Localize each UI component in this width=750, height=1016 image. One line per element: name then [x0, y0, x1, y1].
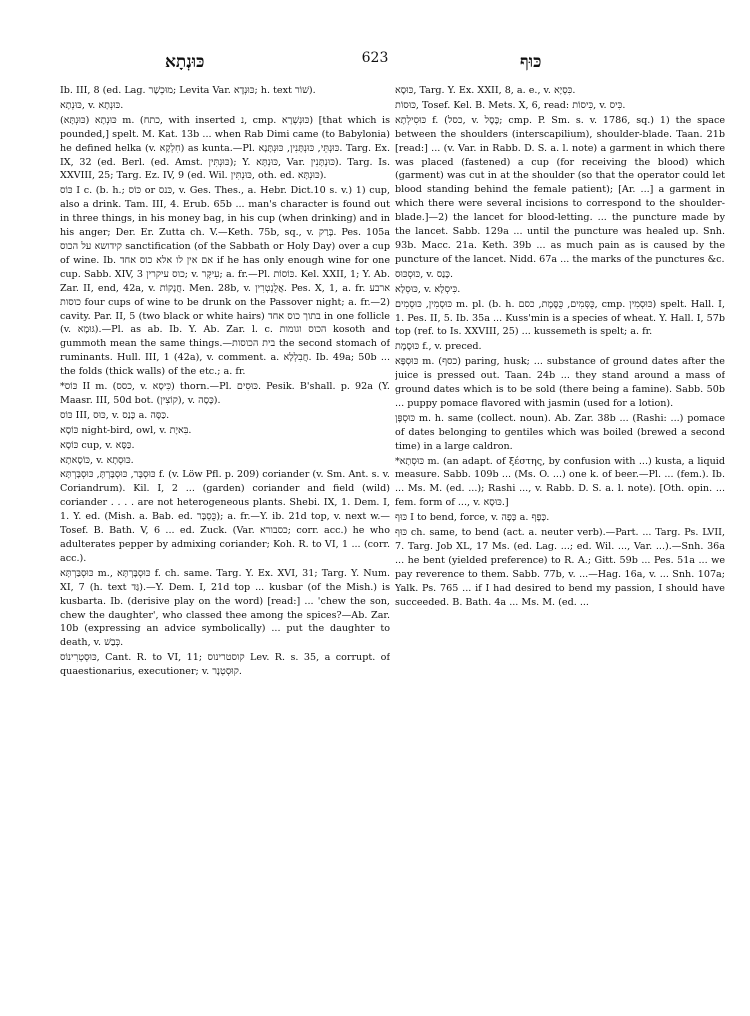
- entry: כּוּסְפָּא m. (כסף) paring, husk; ... substance of ground dates after the juice is pressed out. Taan. 24b ... they stand around a mass of ground dates which is to be sold (there being a famine). Sabb. 50b ... puppy pomace flavored with jasmin (used for a lotion).: [395, 356, 725, 409]
- entry: כּוּסְבָּר, כּוּסְבָּרְתָּ, כּוּסְבָּרְתָּא f. (v. Löw Pfl. p. 209) coriander (v. Sm. Ant. s. v. Coriandrum). Kil. I, 2 ... (garden) coriander and field (wild) coriander . . . . are not heterogeneous plants. Shebi. IX, 1. Dem. I, 1. Y. ed. (Mish. a. Bab. ed. כֻּסְבָּר); a. fr.—Y. ib. 21d top, v. next w.—Tosef. B. Bath. V, 6 ... ed. Zuck. (Var. כסבורא; corr. acc.) he who adulterates pepper by admixing coriander; Koh. R. to VI, 1 ... (corr. acc.).: [60, 469, 390, 564]
- page-header: [0, 50, 750, 76]
- entry: כּוֹס I c. (b. h.; כּוֹס or כּנס, v. Ges. Thes., a. Hebr. Dict.10 s. v.) 1) cup, also a drink. Tam. III, 4. Erub. 65b ... man's character is found out in three things, in his money bag, in his cup (when drinking) and in his anger; Der. Er. Zutta ch. V.—Keth. 75b, sq., v. בָּרַק. Pes. 105a קידושא על הכוס sanctification (of the Sabbath or Holy Day) over a cup of wine. Ib. אם אין לו אלא כוס אחד if he has only enough wine for one cup. Sabb. XIV, 3 כוס עיקרין; v. עִיקָּר; a. fr.—Pl. כּוֹסוֹת. Kel. XXII, 1; Y. Ab. Zar. II, end, 42a, v. חֲנָקוֹת. Men. 28b, v. אֲלֻנְטְרִין. Pes. X, 1, a. fr. ארבע כוסות four cups of wine to be drunk on the Passover night; a. fr.—2) cavity. Par. II, 5 (two black or white hairs) בתוך כוס אחד in one follicle (v. גּוּמָא).—Pl. as ab. Ib. Y. Ab. Zar. l. c. הכוס וגומות kosoth and gummoth mean the same things.—בית הכוסות the second stomach of ruminants. Hull. III, 1 (42a), v. comment. a. חֲבִלְלָא. Ib. 49a; 50b ... the folds (thick walls) of the etc.; a. fr.: [60, 185, 390, 378]
- entry: כּוּסְכּוּס, v. כָּנַס.: [395, 268, 454, 280]
- entry: כּוֹסָאתָא, v. כּוּסְתָא.: [60, 454, 134, 466]
- entry: כּוּסָא, Targ. Y. Ex. XXII, 8, a. e., v. כִּסְיָא.: [395, 85, 576, 96]
- left-column: [60, 84, 390, 1009]
- entry: כּוּסֶמֶת f., v. preced.: [395, 341, 482, 353]
- right-column: [395, 84, 725, 1009]
- entry: כּוּף I to bend, force, v. כָּפָה a. כָּפָף.: [395, 512, 550, 524]
- entry: כּוּסְבַּרְתָּא m., כּוּסְבָּרְתָּא f. ch. same. Targ. Y. Ex. XVI, 31; Targ. Y. Num. XI, 7 (h. text גַּד).—Y. Dem. I, 21d top ... kusbar (of the Mish.) is kusbarta. Ib. (derisive play on the word) [read:] ... 'chew the son, chew the daughter', who classed thee among the spices?—Ab. Zar. 10b (expressing an advice symbolically) ... put the daughter to death, v. כְּבַשׁ.: [60, 567, 390, 649]
- entry: כּוּף ch. same, to bend (act. a. neuter verb).—Part. ... Targ. Ps. LVII, 7. Targ. Job XL, 17 Ms. (ed. Lag. ...; ed. Wil. ..., Var. ...).—Snh. 36a ... he bent (yielded preference) to R. A.; Gitt. 59b ... Pes. 51a ... we pay reverence to them. Sabb. 77b, v. ...—Hag. 16a, v. ... Snh. 107a; Yalk. Ps. 765 ... if I had desired to bend my passion, I should have succeeded. B. Bath. 4a ... Ms. M. (ed. ...: [395, 527, 725, 608]
- entry: כּוֹס III, כּוּס, v. כָּנַס a. כַּסָּה.: [60, 409, 170, 421]
- entry: כּוּנְתָא (כּוּנְתָּא) m. (כתח, with inserted נ, cmp. כּוּנְשְׁרָא) [that which is pounded,] spelt. M. Kat. 13b ... when Rab Dimi came (to Babylonia) he defined helka (v. חִלְקָא) as kunta.—Pl. כּוּנְתֵּי, כּוּנְתָּנִין, כּוּנְתָּנָא. Targ. Ex. IX, 32 (ed. Berl. (ed. Amst. כּוּנְתִּין); Y. כּוּנְתָּא, Var. כּוּנְתָּנִין). Targ. Is. XXVIII, 25; Targ. Ez. IV, 9 (ed. Wil. כּוּנְתִּין, oth. ed. כּוּנְתָּא).: [60, 114, 390, 182]
- entry: כּוּסוֹת, Tosef. Kel. B. Mets. X, 6, read: כִּיסוֹת, v. כִּיס.: [395, 99, 626, 111]
- entry: כּוּסִילְתָא f. (כסל, v. כֶּסֶל; cmp. P. Sm. s. v. 1786, sq.) 1) the space between the shoulders (interscapilium), shoulder-blade. Taan. 21b [read:] ... (v. Var. in Rabb. D. S. a. l. note) a garment in which there was placed (fastened) a cup (for receiving the blood) which (garment) was cut in at the shoulder (so that the operator could let blood standing behind the female patient); [Ar. ...] a garment in which there were several incisions to correspond to the shoulder-blade.]—2) the lancet for blood-letting. ... the puncture made by the lancet. Sabb. 129a ... until the puncture was healed up. Snh. 93b. Macc. 21a. Keth. 39b ... as much pain as is caused by the puncture of the lancet. Nidd. 67a ... the marks of the punctures &c.: [395, 114, 725, 265]
- entry: *כּוּסְתָא m. (an adapt. of ξέστης, by confusion with ...) kusta, a liquid measure. Sabb. 109b ... (Ms. O. ...) one k. of beer.—Pl. ... (fem.). Ib. ... Ms. M. (ed. ...); Rashi ..., v. Rabb. D. S. a. l. note). [Oth. opin. ... fem. form of ..., v. כּוּסָא.]: [395, 455, 725, 509]
- entry: כּוּסְלָא, v. כִּיסְלָא.: [395, 283, 461, 295]
- entry: Ib. III, 8 (ed. Lag. מוּכְשָׁר; Levita Var. כּוּנְדָא; h. text שׁוֹר).: [60, 85, 316, 96]
- entry: כּוֹסָא night-bird, owl, v. בִּאיָת.: [60, 424, 192, 436]
- left-running-headword: כּוּנְתָא: [165, 52, 205, 72]
- right-running-headword: כּוּף: [520, 52, 542, 72]
- entry: כּוּנְתָא, v. כּוּנְתָא.: [60, 99, 124, 111]
- entry: כּוּסְמִין, כּוּסְמִים m. pl. (b. h. כֻּסְּמִים, כֻּסֶּמֶת, כסם, cmp. כּוּסְמִין) spelt. Hall. I, 1. Pes. II, 5. Ib. 35a ... Kuss'min is a species of wheat. Y. Hall. I, 57b top (ref. to Is. XXVIII, 25) ... kussemeth is spelt; a. fr.: [395, 298, 725, 338]
- entry: *כּוֹס II m. (כסס, v. כִּיסָא) thorn.—Pl. כּוּסִים. Pesik. B'shall. p. 92a (Y. Maasr. III, 50d bot. (קוֹצִין), v. כָּסָה).: [60, 381, 390, 406]
- page-number: 623: [361, 50, 389, 66]
- entry: כּוּסְטְרִינוֹס, Cant. R. to VI, 11; קוסטרינוס Lev. R. s. 35, a corrupt. of quaestionarius, executioner; v. קוּסְטְנָר.: [60, 652, 390, 678]
- entry: כּוּסְפָּן m. h. same (collect. noun). Ab. Zar. 38b ... (Rashi: ...) pomace of dates belonging to gentiles which was boiled (brewed a second time) in a large caldron.: [395, 412, 725, 452]
- entry: כּוֹסָא cup, v. כַּסָּא.: [60, 439, 135, 451]
